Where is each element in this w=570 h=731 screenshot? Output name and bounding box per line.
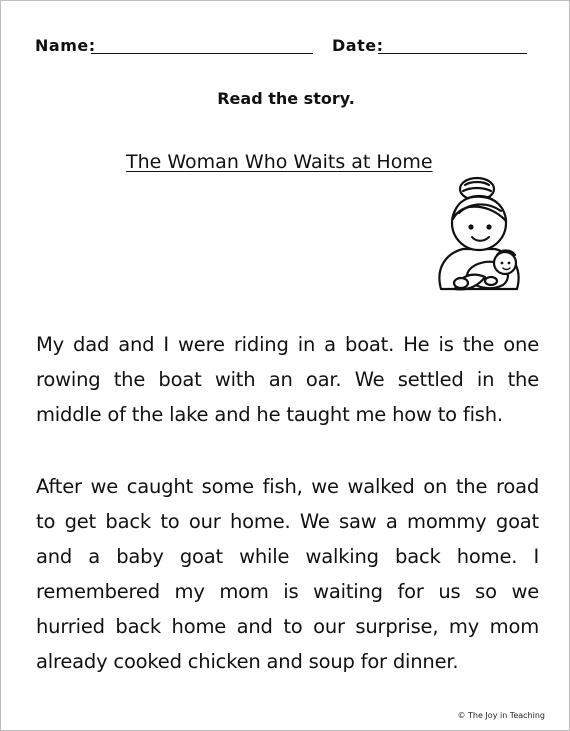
story-paragraph-1: My dad and I were riding in a boat. He is the one rowing the boat with an oar. We settled in the middle of the lake and he taught me how to fish.: [36, 332, 539, 426]
story-paragraph-2: After we caught some fish, we walked on the road to get back to our home. We saw a mommy goat and a baby goat while walking back home. I remembered my mom is waiting for us so we hurried back home and to our surprise, my mom already cooked chicken and soup for dinner.: [36, 474, 539, 673]
instruction-text: Read the story.: [217, 89, 355, 108]
copyright-footer: © The Joy in Teaching: [457, 711, 545, 720]
name-label: Name:: [35, 36, 96, 55]
date-blank-line[interactable]: [378, 53, 527, 54]
mother-holding-baby-illustration: [429, 171, 529, 311]
date-label: Date:: [332, 36, 384, 55]
worksheet-header: [35, 36, 529, 60]
story-title: The Woman Who Waits at Home: [126, 151, 433, 173]
name-blank-line[interactable]: [91, 53, 313, 54]
